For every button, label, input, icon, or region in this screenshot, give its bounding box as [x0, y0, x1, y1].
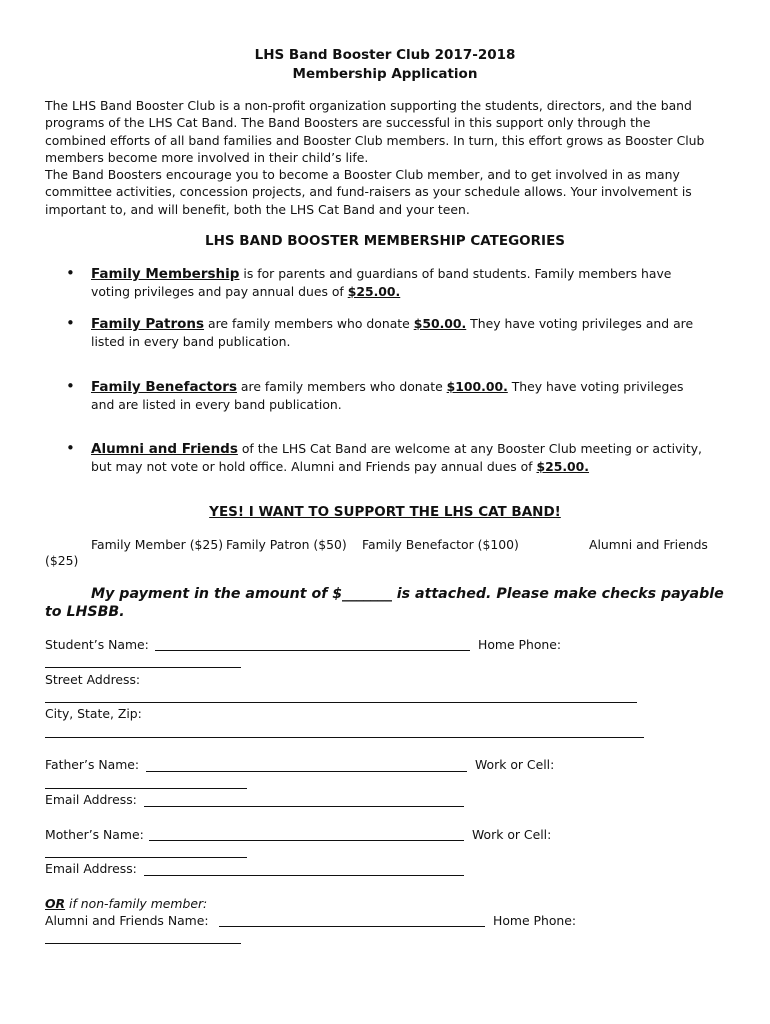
father-email-field[interactable] [144, 806, 464, 807]
family-patrons-amount: $50.00. [413, 316, 467, 331]
intro-line: combined efforts of all band families and Booster Club members. In turn, this effort grows as Booster Club [45, 132, 705, 148]
family-patrons-term: Family Patrons [91, 316, 205, 332]
alumni-name-field[interactable] [219, 926, 485, 927]
city-state-zip-field[interactable] [45, 737, 644, 738]
bullet-icon: • [66, 264, 75, 282]
family-benefactors-text: are family members who donate [236, 379, 447, 394]
street-address-label: Street Address: [45, 672, 141, 687]
mother-name-label: Mother’s Name: [45, 827, 144, 842]
mother-email-field[interactable] [144, 875, 464, 876]
mother-email-label: Email Address: [45, 861, 137, 876]
street-address-field[interactable] [45, 702, 637, 703]
family-membership-amount: $25.00. [347, 284, 401, 299]
bullet-icon: • [66, 377, 75, 395]
father-name-field[interactable] [146, 771, 467, 772]
family-benefactors-item [91, 378, 683, 414]
home-phone-label: Home Phone: [478, 637, 562, 652]
categories-heading: LHS BAND BOOSTER MEMBERSHIP CATEGORIES [204, 233, 566, 249]
family-patrons-text: They have voting privileges and are [466, 316, 694, 331]
family-patrons-item [91, 315, 693, 351]
alumni-friends-amount: $25.00. [536, 459, 590, 474]
alumni-home-phone-label: Home Phone: [493, 913, 577, 928]
payment-statement: My payment in the amount of $_______ is attached. Please make checks payable [91, 586, 724, 602]
bullet-icon: • [66, 314, 75, 332]
mother-name-field[interactable] [149, 840, 464, 841]
home-phone-field[interactable] [45, 667, 241, 668]
family-membership-item [91, 265, 671, 301]
father-email-label: Email Address: [45, 792, 137, 807]
father-work-cell-label: Work or Cell: [475, 757, 555, 772]
option-alumni-friends[interactable]: Alumni and Friends [589, 537, 708, 552]
father-work-cell-field[interactable] [45, 788, 247, 789]
alumni-friends-term: Alumni and Friends [91, 441, 238, 457]
alumni-friends-text: but may not vote or hold office. Alumni and Friends pay annual dues of [91, 459, 537, 474]
family-benefactors-text: They have voting privileges [507, 379, 684, 394]
mother-work-cell-field[interactable] [45, 857, 247, 858]
family-membership-term: Family Membership [91, 266, 240, 282]
city-state-zip-label: City, State, Zip: [45, 706, 142, 721]
document-subtitle: Membership Application [292, 66, 478, 82]
family-patrons-text: are family members who donate [204, 316, 414, 331]
bullet-icon: • [66, 439, 75, 457]
option-family-benefactor[interactable]: Family Benefactor ($100) [362, 537, 519, 552]
intro-line: The LHS Band Booster Club is a non-profit organization supporting the students, directors, and the band [45, 98, 692, 113]
non-family-text: if non-family member: [65, 896, 208, 911]
father-name-label: Father’s Name: [45, 757, 140, 772]
non-family-note [45, 896, 207, 911]
alumni-friends-text: of the LHS Cat Band are welcome at any Booster Club meeting or activity, [237, 441, 702, 456]
or-word: OR [45, 896, 66, 911]
intro-line: members become more involved in their child’s life. [45, 149, 369, 165]
family-membership-text: is for parents and guardians of band students. Family members have [239, 266, 672, 281]
family-benefactors-amount: $100.00. [446, 379, 508, 394]
option-alumni-amount: ($25) [45, 553, 79, 568]
support-heading: YES! I WANT TO SUPPORT THE LHS CAT BAND! [209, 504, 561, 520]
intro-paragraph [45, 97, 704, 218]
family-membership-text: voting privileges and pay annual dues of [91, 284, 348, 299]
intro-line: important to, and will benefit, both the LHS Cat Band and your teen. [45, 201, 470, 217]
intro-line: programs of the LHS Cat Band. The Band Boosters are successful in this support only through the [45, 115, 651, 131]
alumni-name-label: Alumni and Friends Name: [45, 913, 209, 928]
option-family-patron[interactable]: Family Patron ($50) [226, 537, 347, 552]
mother-work-cell-label: Work or Cell: [472, 827, 552, 842]
family-patrons-text: listed in every band publication. [91, 334, 291, 349]
intro-line: The Band Boosters encourage you to become a Booster Club member, and to get involved in as many [45, 167, 680, 183]
student-name-field[interactable] [155, 650, 470, 651]
family-benefactors-text: and are listed in every band publication. [91, 397, 342, 412]
option-family-member[interactable]: Family Member ($25) [91, 537, 224, 552]
document-title: LHS Band Booster Club 2017-2018 [254, 47, 516, 63]
alumni-friends-item [91, 440, 702, 476]
intro-line: committee activities, concession projects, and fund-raisers as your schedule allows. Your involvement is [45, 184, 692, 200]
family-benefactors-term: Family Benefactors [91, 379, 237, 395]
payment-statement-cont: to LHSBB. [45, 604, 125, 620]
alumni-home-phone-field[interactable] [45, 943, 241, 944]
student-name-label: Student’s Name: [45, 637, 149, 652]
